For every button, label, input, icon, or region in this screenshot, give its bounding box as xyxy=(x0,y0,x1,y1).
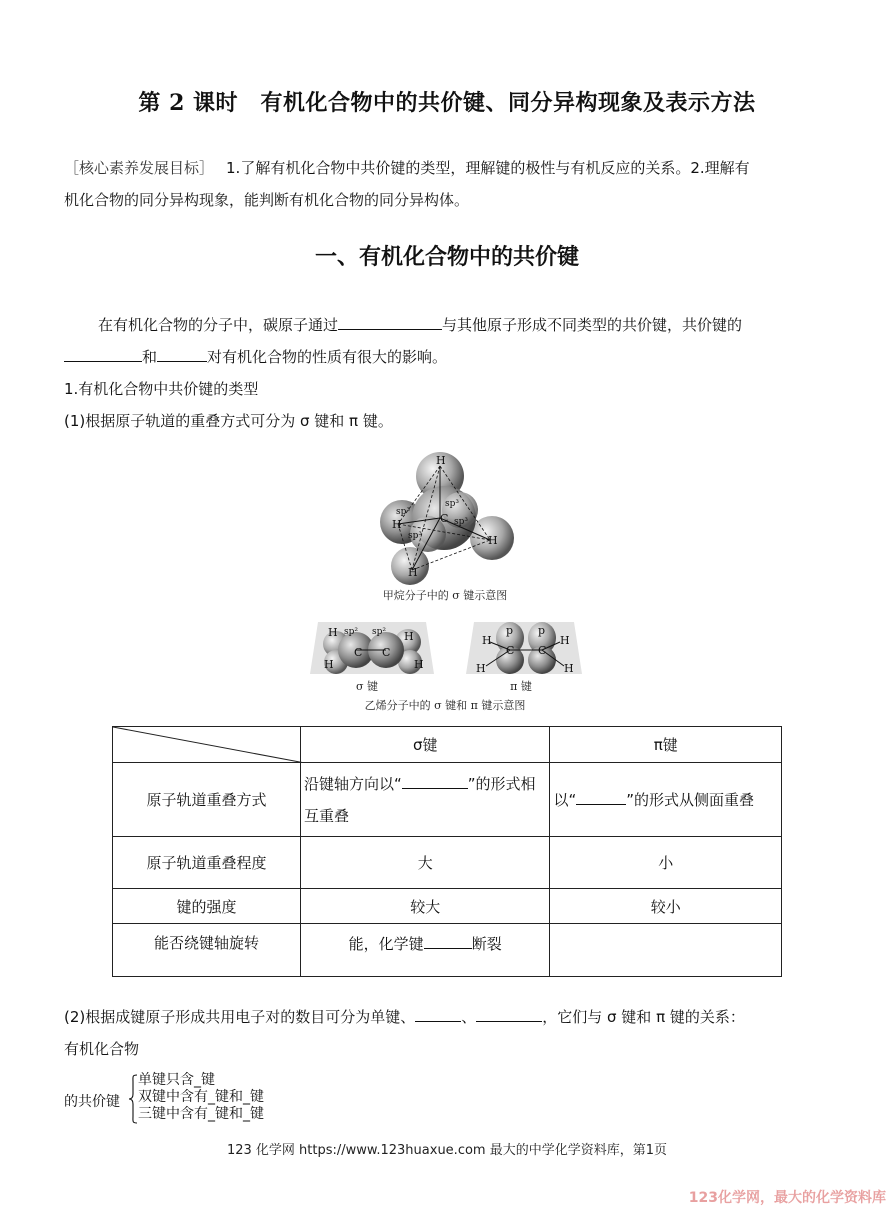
methane-label-c: C xyxy=(440,512,449,525)
section-title: 一、有机化合物中的共价键 xyxy=(314,245,579,270)
blank-bond-formation[interactable] xyxy=(338,313,442,330)
table-header-row xyxy=(113,727,782,763)
row-label: 原子轨道重叠程度 xyxy=(113,837,301,889)
blank-double-bond[interactable] xyxy=(415,1005,461,1022)
overlap-mode-pi-a: 以“ xyxy=(553,790,577,809)
brace-item-triple: 三键中含有_键和_键 xyxy=(138,1106,264,1122)
rotation-sigma-b: 断裂 xyxy=(471,935,502,953)
sigma-label: σ 键 xyxy=(355,680,378,693)
methane-label-h-top: H xyxy=(436,454,446,467)
ethylene-pi-c2: C xyxy=(538,644,547,657)
overlap-mode-sigma-a: 沿键轴方向以“ xyxy=(303,774,402,793)
overlap-degree-pi: 小 xyxy=(550,837,782,889)
intro-text-2b: 对有机化合物的性质有很大的影响。 xyxy=(207,348,448,366)
table-corner-cell xyxy=(113,727,301,763)
rotation-sigma-a: 能，化学键 xyxy=(348,935,424,953)
ethylene-pi-h4: H xyxy=(564,662,574,675)
brace-items xyxy=(138,1072,264,1123)
intro-text-2a: 和 xyxy=(142,348,158,366)
overlap-mode-sigma-b: ”的形式相互重叠 xyxy=(303,774,536,825)
intro-text-1b: 与其他原子形成不同类型的共价键，共价键的 xyxy=(442,316,743,334)
methane-label-h-bottom: H xyxy=(408,566,418,579)
sigma-pi-comparison-table xyxy=(112,726,782,977)
ethylene-sigma-h3: H xyxy=(404,630,414,643)
methane-label-h-right: H xyxy=(488,534,498,547)
ethylene-pi-diagram xyxy=(466,616,582,678)
blank-triple-bond[interactable] xyxy=(476,1005,542,1022)
curly-brace-icon xyxy=(128,1074,138,1124)
bond-count-text-a: (2)根据成键原子形成共用电子对的数目可分为单键、 xyxy=(64,1008,416,1026)
goals-text-2: 机化合物的同分异构现象，能判断有机化合物的同分异构体。 xyxy=(64,191,470,209)
ethylene-sigma-sp2-1: sp² xyxy=(344,627,358,637)
goals-text-1: 1.了解有机化合物中共价键的类型，理解键的极性与有机反应的关系。2.理解有 xyxy=(226,159,750,177)
brace-prefix: 的共价键 xyxy=(64,1094,120,1110)
strength-pi: 较小 xyxy=(550,889,782,924)
bond-count-text-c: ，它们与 σ 键和 π 键的关系： xyxy=(542,1008,745,1026)
intro-line-2 xyxy=(64,341,447,373)
ethylene-sigma-sp2-2: sp² xyxy=(372,627,386,637)
brace-item-double: 双键中含有_键和_键 xyxy=(138,1089,264,1105)
blank-rotation[interactable] xyxy=(424,932,472,949)
table-row xyxy=(113,763,782,837)
bond-count-text-b: 、 xyxy=(461,1008,477,1026)
blank-bond-property-2[interactable] xyxy=(157,345,207,362)
overlap-mode-pi-b: ”的形式从侧面重叠 xyxy=(626,790,754,809)
blank-sigma-overlap[interactable] xyxy=(402,772,468,789)
diagonal-line xyxy=(113,727,305,763)
subheading-bond-count xyxy=(64,1001,745,1033)
overlap-mode-pi-cell xyxy=(550,763,782,837)
bond-count-text-d: 有机化合物 xyxy=(64,1040,140,1058)
intro-line-1 xyxy=(98,309,742,341)
page-footer: 123 化学网 https://www.123huaxue.com 最大的中学化学资料库，第1页 xyxy=(226,1143,667,1158)
blank-pi-overlap[interactable] xyxy=(576,788,626,805)
row-label: 键的强度 xyxy=(113,889,301,924)
row-label: 原子轨道重叠方式 xyxy=(113,763,301,837)
ethylene-pi-h2: H xyxy=(476,662,486,675)
rotation-pi xyxy=(550,924,782,977)
goals-line-1 xyxy=(64,152,834,184)
methane-label-sp3-right: sp³ xyxy=(454,517,468,527)
ethylene-pi-p1: p xyxy=(506,624,514,637)
blank-bond-property-1[interactable] xyxy=(64,345,142,362)
pi-label: π 键 xyxy=(510,680,532,693)
methane-caption: 甲烷分子中的 σ 键示意图 xyxy=(382,589,508,602)
header-sigma: σ键 xyxy=(300,727,549,763)
strength-sigma: 较大 xyxy=(300,889,549,924)
ethylene-sigma-h1: H xyxy=(328,626,338,639)
ethylene-pi-h1: H xyxy=(482,634,492,647)
table-row xyxy=(113,889,782,924)
overlap-mode-sigma-cell xyxy=(300,763,549,837)
ethylene-sigma-c2: C xyxy=(382,646,391,659)
ethylene-caption: 乙烯分子中的 σ 键和 π 键示意图 xyxy=(364,699,526,712)
ethylene-pi-h3: H xyxy=(560,634,570,647)
ethylene-sigma-h2: H xyxy=(324,658,334,671)
methane-label-h-left: H xyxy=(392,518,402,531)
ethylene-sigma-h4: H xyxy=(414,658,424,671)
subheading-bond-types: 1.有机化合物中共价键的类型 xyxy=(64,380,259,398)
row-label: 能否绕键轴旋转 xyxy=(113,924,301,977)
page-title: 第 2 课时 有机化合物中的共价键、同分异构现象及表示方法 xyxy=(138,90,756,116)
overlap-degree-sigma: 大 xyxy=(300,837,549,889)
watermark: 123化学网，最大的化学资料库 xyxy=(688,1190,886,1206)
table-row xyxy=(113,837,782,889)
header-pi: π键 xyxy=(550,727,782,763)
methane-sigma-diagram xyxy=(372,446,518,586)
methane-label-sp3-bottom: sp³ xyxy=(408,531,422,541)
ethylene-pi-p2: p xyxy=(538,624,546,637)
table-row xyxy=(113,924,782,977)
methane-label-sp3-left: sp³ xyxy=(396,507,410,517)
brace-item-single: 单键只含_键 xyxy=(138,1072,215,1088)
rotation-sigma-cell xyxy=(300,924,549,977)
intro-text-1a: 在有机化合物的分子中，碳原子通过 xyxy=(98,316,339,334)
ethylene-pi-c1: C xyxy=(506,644,515,657)
subheading-overlap: (1)根据原子轨道的重叠方式可分为 σ 键和 π 键。 xyxy=(64,412,393,430)
goals-label: ［核心素养发展目标］ xyxy=(64,159,215,177)
ethylene-sigma-diagram xyxy=(310,616,434,678)
methane-label-sp3-top: sp³ xyxy=(445,499,459,509)
ethylene-sigma-c1: C xyxy=(354,646,363,659)
